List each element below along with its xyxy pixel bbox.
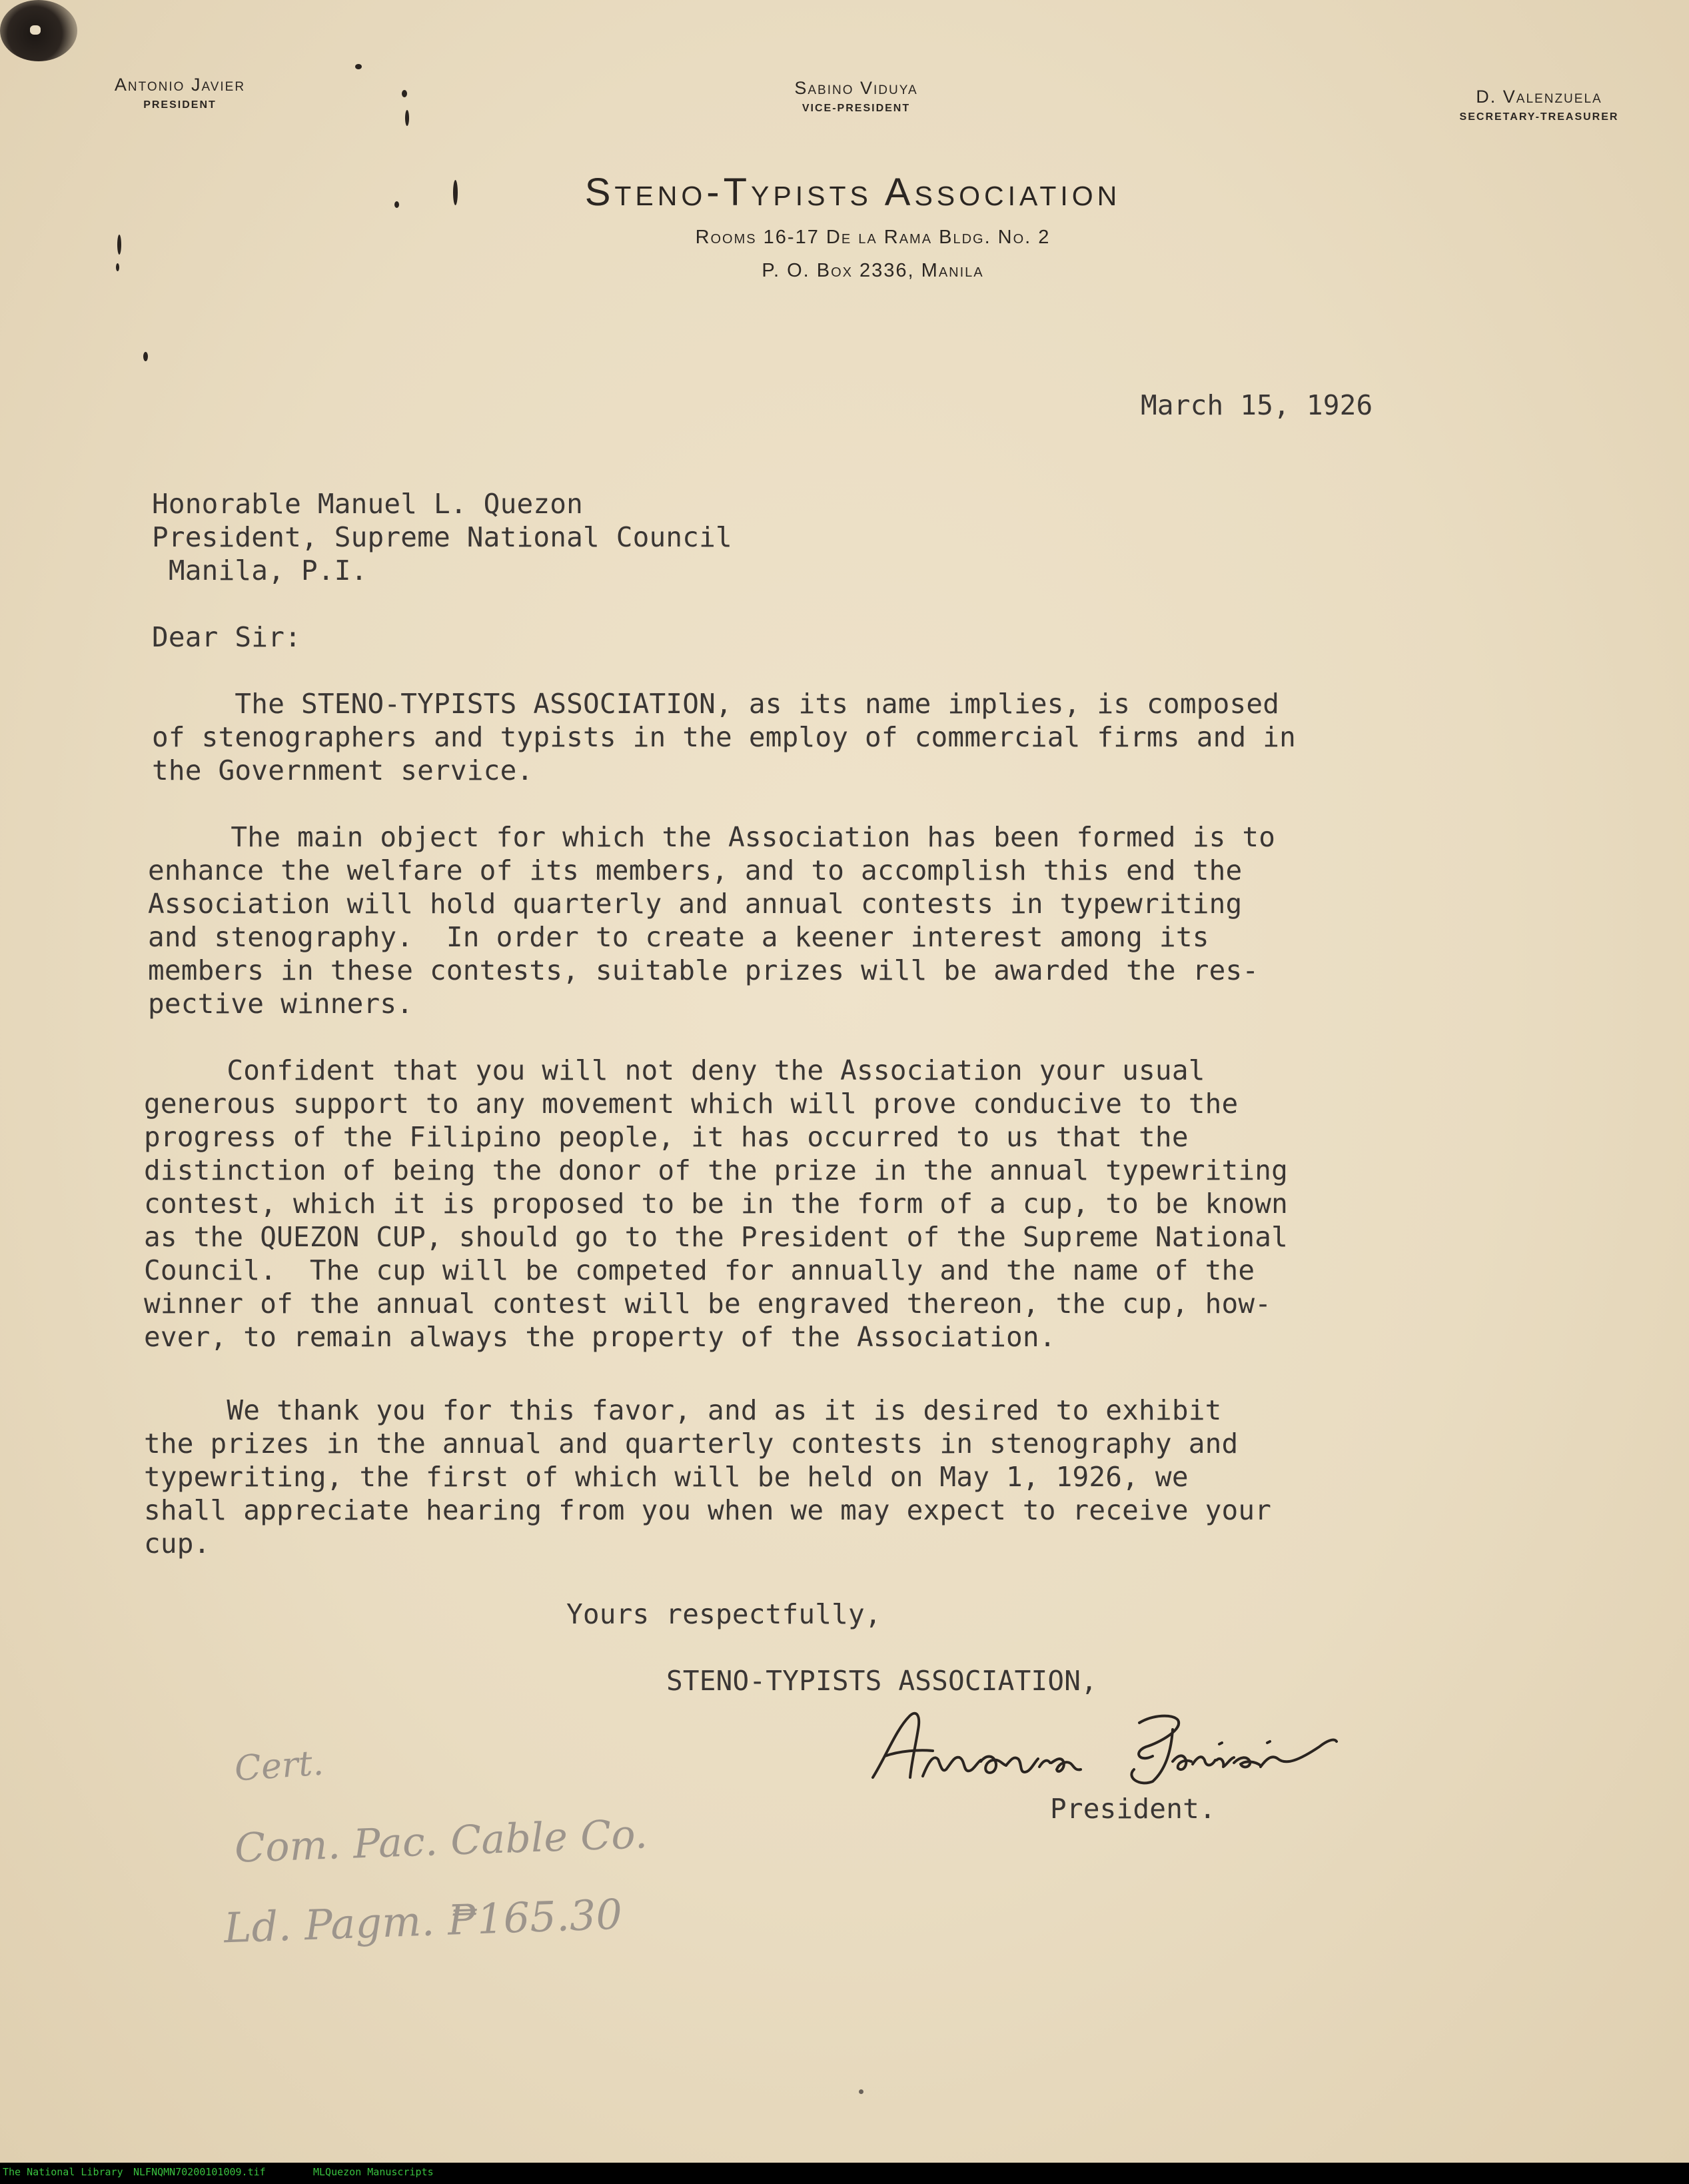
body-line: and stenography. In order to create a keener interest among its — [148, 921, 1209, 953]
body-line: progress of the Filipino people, it has occurred to us that the — [144, 1121, 1189, 1153]
officer-title: PRESIDENT — [143, 99, 217, 111]
body-line: distinction of being the donor of the prize in the annual typewriting — [144, 1154, 1289, 1186]
signature-graphic — [859, 1703, 1379, 1789]
body-line: generous support to any movement which will prove conducive to the — [144, 1088, 1239, 1120]
body-line: cup. — [144, 1528, 211, 1560]
body-line: We thank you for this favor, and as it is desired to exhibit — [144, 1394, 1222, 1426]
officer-title: SECRETARY-TREASURER — [1459, 111, 1619, 123]
body-line: shall appreciate hearing from you when we may expect to receive your — [144, 1494, 1272, 1526]
closing: Yours respectfully, — [566, 1598, 881, 1630]
signer-title: President. — [1050, 1793, 1216, 1825]
pencil-note-1: Cert. — [233, 1743, 325, 1789]
body-line: enhance the welfare of its members, and to accomplish this end the — [148, 854, 1243, 886]
organization-address-line2: P. O. Box 2336, Manila — [762, 260, 984, 281]
body-line: the Government service. — [152, 754, 534, 786]
ink-blot — [0, 0, 77, 61]
body-line: members in these contests, suitable prizes will be awarded the res- — [148, 954, 1259, 986]
officer-name: Sabino Viduya — [794, 78, 918, 98]
officer-secretary-treasurer — [1426, 87, 1652, 123]
body-line: of stenographers and typists in the employ of commercial firms and in — [152, 721, 1297, 753]
recipient-line: President, Supreme National Council — [152, 521, 732, 553]
officer-name: Antonio Javier — [114, 75, 246, 95]
paper-speck — [859, 2089, 863, 2094]
salutation: Dear Sir: — [152, 621, 301, 653]
pencil-note-3: Ld. Pagm. ₱165.30 — [223, 1889, 624, 1953]
signature — [859, 1703, 1379, 1793]
footer-filename: NLFNQMN70200101009.tif — [133, 2166, 266, 2178]
officer-vice-president — [740, 78, 973, 115]
body-line: contest, which it is proposed to be in the form of a cup, to be known — [144, 1188, 1289, 1220]
body-line: as the QUEZON CUP, should go to the President of the Supreme National — [144, 1221, 1289, 1253]
body-line: Council. The cup will be competed for annually and the name of the — [144, 1254, 1255, 1286]
closing-organization: STENO-TYPISTS ASSOCIATION, — [666, 1665, 1097, 1697]
body-line: winner of the annual contest will be engraved thereon, the cup, how- — [144, 1288, 1272, 1320]
organization-name: Steno-Typists Association — [584, 171, 1121, 214]
body-line: ever, to remain always the property of the Association. — [144, 1321, 1056, 1353]
pencil-note-2: Com. Pac. Cable Co. — [233, 1811, 649, 1872]
organization-address-line1: Rooms 16-17 De la Rama Bldg. No. 2 — [695, 227, 1051, 248]
letter-date: March 15, 1926 — [1141, 389, 1373, 421]
officer-title: VICE-PRESIDENT — [802, 103, 911, 114]
body-line: The main object for which the Association has been formed is to — [148, 821, 1276, 853]
body-line: The STENO-TYPISTS ASSOCIATION, as its name implies, is composed — [152, 688, 1280, 720]
recipient-line: Honorable Manuel L. Quezon — [152, 488, 583, 520]
body-line: Confident that you will not deny the Association your usual — [144, 1054, 1205, 1086]
footer-collection: MLQuezon Manuscripts — [313, 2166, 434, 2178]
officer-president — [63, 75, 296, 111]
body-line: typewriting, the first of which will be held on May 1, 1926, we — [144, 1461, 1189, 1493]
body-line: the prizes in the annual and quarterly contests in stenography and — [144, 1428, 1239, 1460]
recipient-line: Manila, P.I. — [152, 554, 368, 586]
body-line: Association will hold quarterly and annual contests in typewriting — [148, 888, 1243, 920]
footer-library: The National Library — [3, 2166, 123, 2178]
body-line: pective winners. — [148, 988, 414, 1020]
officer-name: D. Valenzuela — [1476, 87, 1602, 107]
